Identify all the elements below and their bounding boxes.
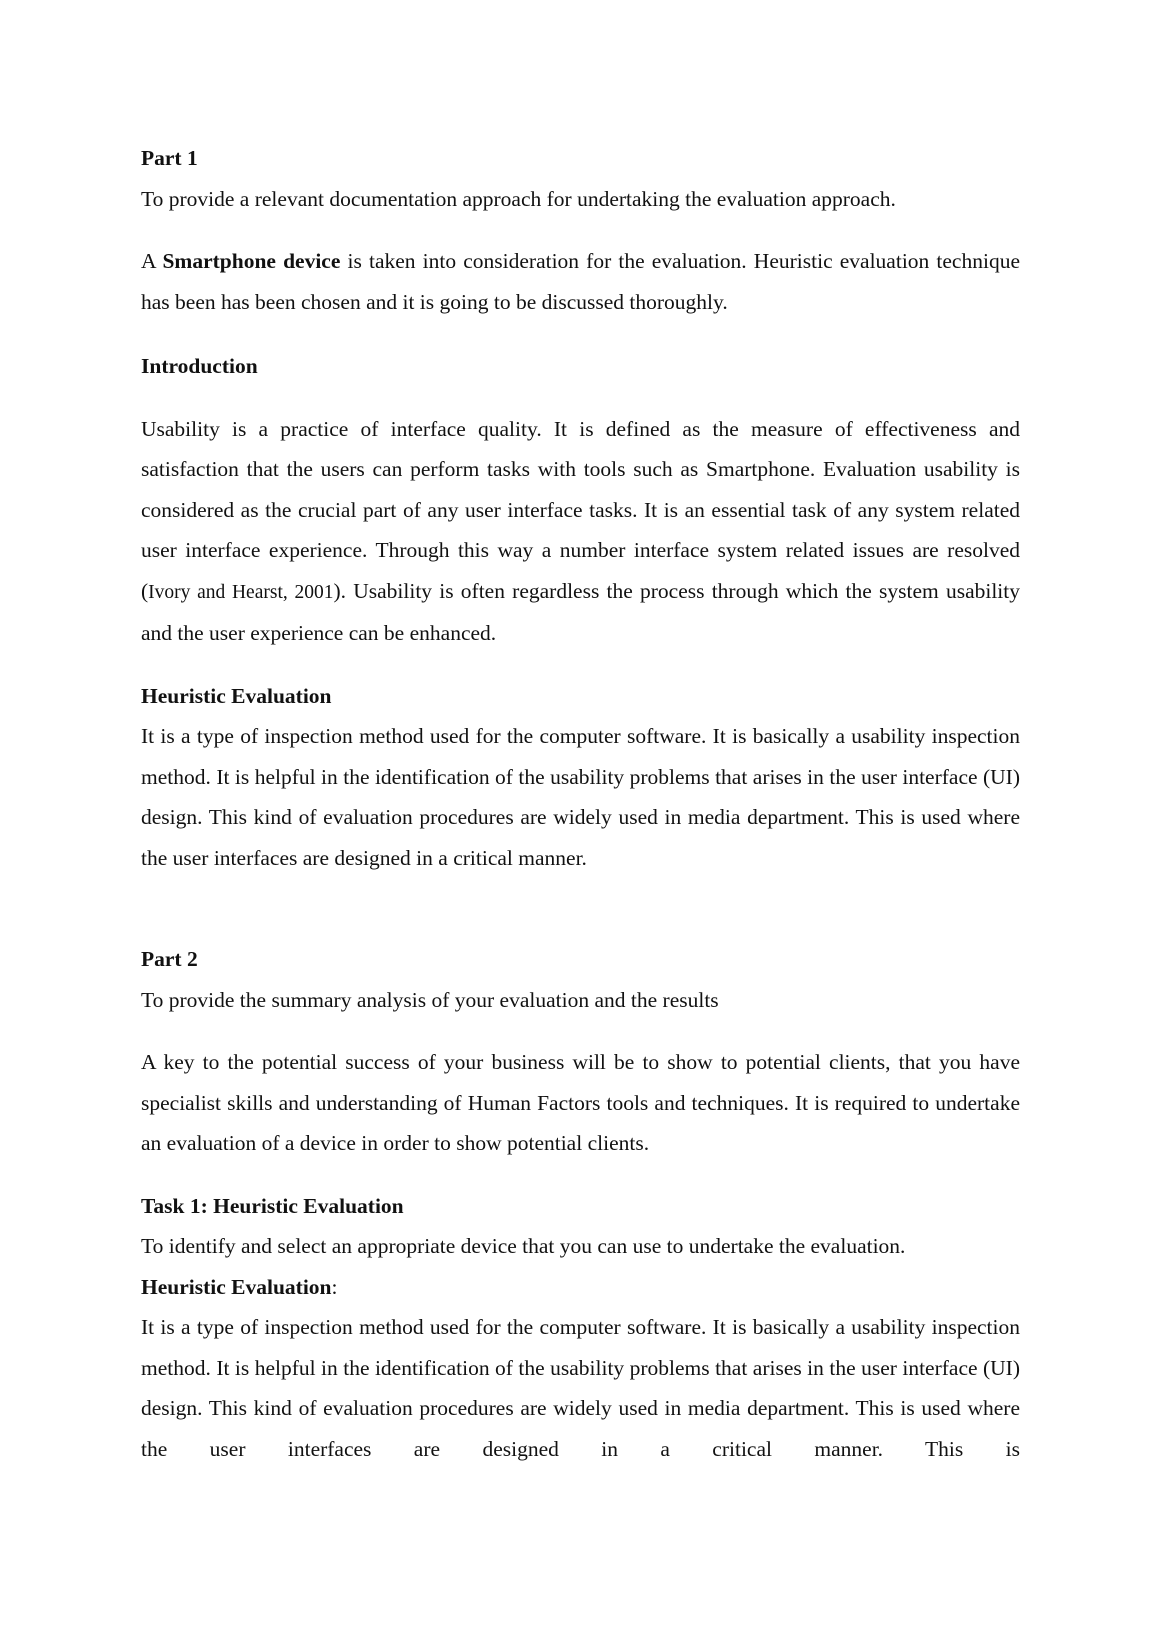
task1-heuristic-title: Heuristic Evaluation	[141, 1274, 332, 1299]
introduction-heading: Introduction	[141, 354, 258, 378]
heuristic-evaluation-paragraph: It is a type of inspection method used for the computer software. It is basically a usability inspection method. It is helpful in the identification of the usability problems that arises in the user interface (UI) design. This kind of evaluation procedures are widely used in media department. This is used where the user interfaces are designed in a critical manner.	[141, 724, 1020, 870]
part1-intro-pre: A	[141, 249, 163, 273]
part1-heading: Part 1	[141, 146, 198, 170]
part2-heading: Part 2	[141, 947, 198, 971]
introduction-paragraph	[141, 409, 1020, 654]
part1-intro-post: is taken into consideration for the evaluation. Heuristic evaluation technique has been has been chosen and it is going to be discussed thoroughly.	[141, 249, 1020, 314]
introduction-text-a: Usability is a practice of interface quality. It is defined as the measure of effectiveness and satisfaction that the users can perform tasks with tools such as Smartphone. Evaluation usability is considered as the crucial part of any user interface tasks. It is an essential task of any system related user interface experience. Through this way a number interface system related issues are resolved (	[141, 416, 1020, 603]
task1-heading: Task 1: Heuristic Evaluation	[141, 1193, 404, 1218]
part2-paragraph: A key to the potential success of your business will be to show to potential clients, that you have specialist skills and understanding of Human Factors tools and techniques. It is required to undertake an evaluation of a device in order to show potential clients.	[141, 1050, 1020, 1155]
part1-intro-paragraph	[141, 241, 1020, 322]
document-page	[141, 138, 1020, 1469]
task1-subtitle: To identify and select an appropriate device that you can use to undertake the evaluation.	[141, 1234, 906, 1258]
part1-subtitle: To provide a relevant documentation approach for undertaking the evaluation approach.	[141, 186, 896, 211]
heuristic-evaluation-heading: Heuristic Evaluation	[141, 683, 332, 708]
task1-heuristic-colon: :	[331, 1274, 338, 1299]
introduction-text-b: ). Usability is often regardless the process through which the system usability and the user experience can be enhanced.	[141, 578, 1021, 645]
introduction-citation: Ivory and Hearst, 2001	[148, 581, 334, 603]
task1-paragraph: It is a type of inspection method used for the computer software. It is basically a usability inspection method. It is helpful in the identification of the usability problems that arises in the user interface (UI) design. This kind of evaluation procedures are widely used in media department. This is used where the user interfaces are designed in a critical manner. This is	[141, 1315, 1020, 1461]
task1-heuristic-label	[141, 1267, 1020, 1308]
part1-intro-bold: Smartphone device	[162, 249, 341, 273]
part2-subtitle: To provide the summary analysis of your evaluation and the results	[141, 987, 719, 1012]
